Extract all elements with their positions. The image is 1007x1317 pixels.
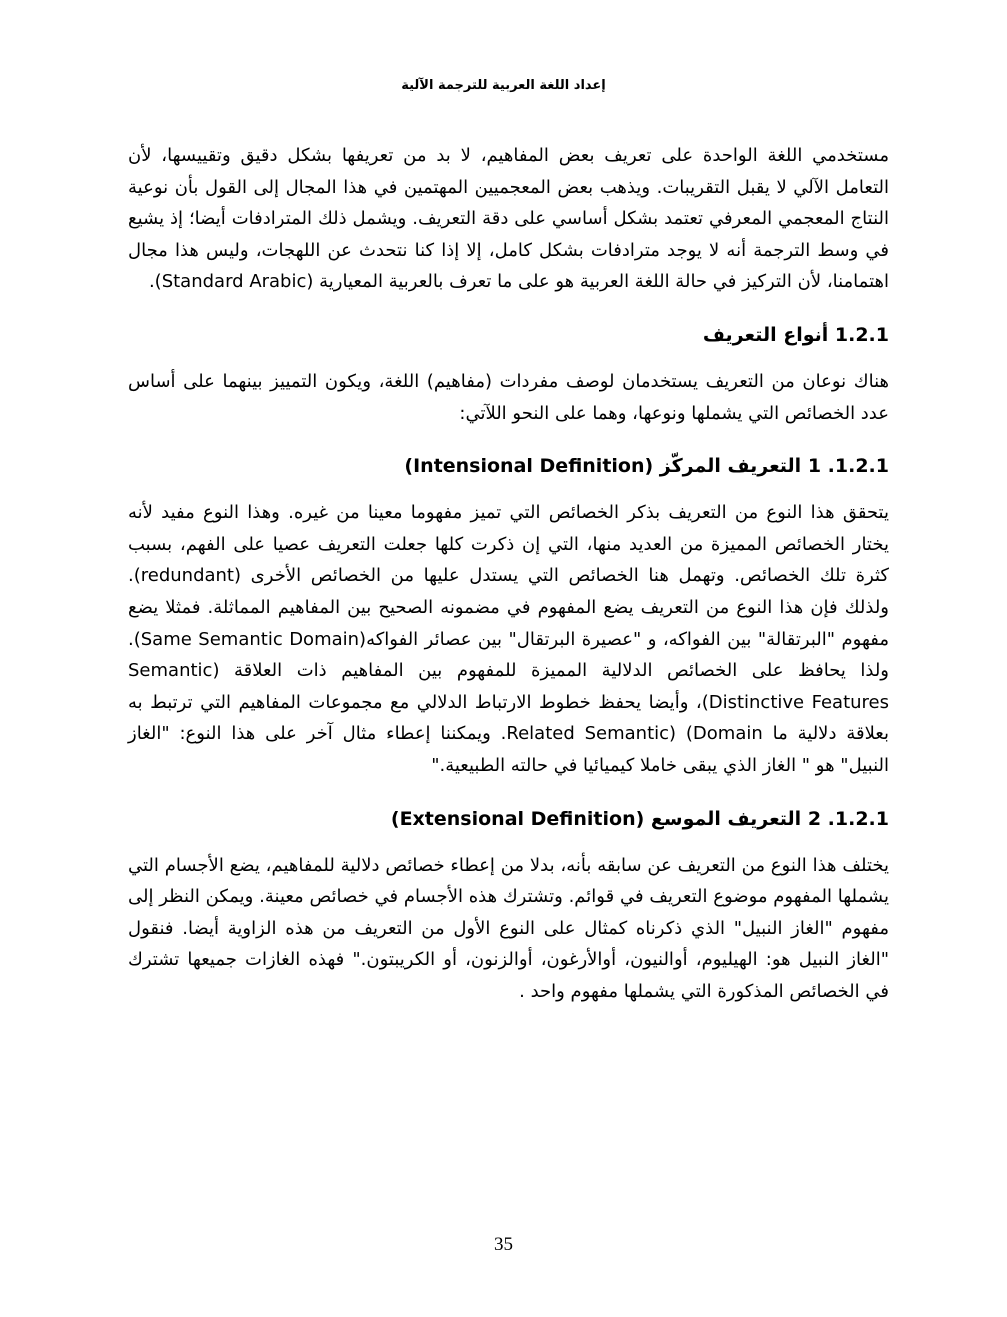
intensional-paragraph: يتحقق هذا النوع من التعريف بذكر الخصائص التي تميز مفهوما معينا من غيره. وهذا النوع مفيد لأنه يختار الخصائص المميزة من العديد منها، التي إن ذكرت كلها جعلت التعريف عصيا على الفهم، بسبب كثرة تلك الخصائص. وتهمل هنا الخصائص التي يستدل عليها من الخصائص الأخرى (redundant). ولذلك فإن هذا النوع من التعريف يضع المفهوم في مضمونه الصحيح بين المفاهيم المماثلة. فمثلا يضع مفهوم "البرتقالة" بين الفواكه، و "عصيرة البرتقال" بين عصائر الفواكه(Same Semantic Domain). ولذا يحافظ على الخصائص الدلالية المميزة للمفهوم بين المفاهيم ذات العلاقة (Semantic Distinctive Features)، وأيضا يحفظ خطوط الارتباط الدلالي مع مجموعات المفاهيم التي ترتبط به بعلاقة دلالية ما Related Semantic) (Domain. ويمكننا إعطاء مثال آخر على هذا النوع: "الغاز النبيل" هو " الغاز الذي يبقى خاملا كيميائيا في حالته الطبيعية." bbox=[128, 502, 890, 776]
types-paragraph: هناك نوعان من التعريف يستخدمان لوصف مفردات (مفاهيم) اللغة، ويكون التمييز بينهما على أساس عدد الخصائص التي يشملها ونوعها، وهما على النحو اللآتي: bbox=[128, 370, 889, 424]
intro-paragraph: مستخدمي اللغة الواحدة على تعريف بعض المفاهيم، لا بد من تعريفها بشكل دقيق وتقييسها، لأن التعامل الآلي لا يقبل التقريبات. ويذهب بعض المعجميين المهتمين في هذا المجال إلى القول بأن نوعية النتاج المعجمي المعرفي تعتمد بشكل أساسي على دقة التعريف. ويشمل ذلك المترادفات أيضا؛ إذ يشيع في وسط الترجمة أنه لا يوجد مترادفات بشكل كامل، إلا إذا كنا نتحدث عن اللهجات، وليس هذا مجال اهتمامنا، لأن التركيز في حالة اللغة العربية هو على ما تعرف بالعربية المعيارية (Standard Arabic). bbox=[128, 145, 889, 293]
page-body bbox=[128, 140, 889, 1007]
section-heading-intensional: 1.2.1. 1 التعريف المركّز (Intensional Definition) bbox=[404, 455, 889, 478]
running-header: إعداد اللغة العربية للترجمة الآلية bbox=[401, 78, 606, 93]
section-heading-types: 1.2.1 أنواع التعريف bbox=[702, 323, 889, 346]
page-number: 35 bbox=[494, 1234, 513, 1255]
section-heading-extensional: 1.2.1. 2 التعريف الموسع (Extensional Definition) bbox=[390, 807, 889, 830]
extensional-paragraph: يختلف هذا النوع من التعريف عن سابقه بأنه، بدلا من إعطاء خصائص دلالية للمفاهيم، يضع الأجسام التي يشملها المفهوم موضوع التعريف في قوائم. وتشترك هذه الأجسام في خصائص معينة. ويمكن النظر إلى مفهوم "الغاز النبيل" الذي ذكرناه كمثال على النوع الأول من التعريف من هذه الزاوية أيضا. فنقول "الغاز النبيل هو: الهيليوم، أوالنيون، أوالأرغون، أوالزنون، أو الكريبتون." فهذه الغازات جميعها تشترك في الخصائص المذكورة التي يشملها مفهوم واحد . bbox=[128, 854, 889, 1002]
